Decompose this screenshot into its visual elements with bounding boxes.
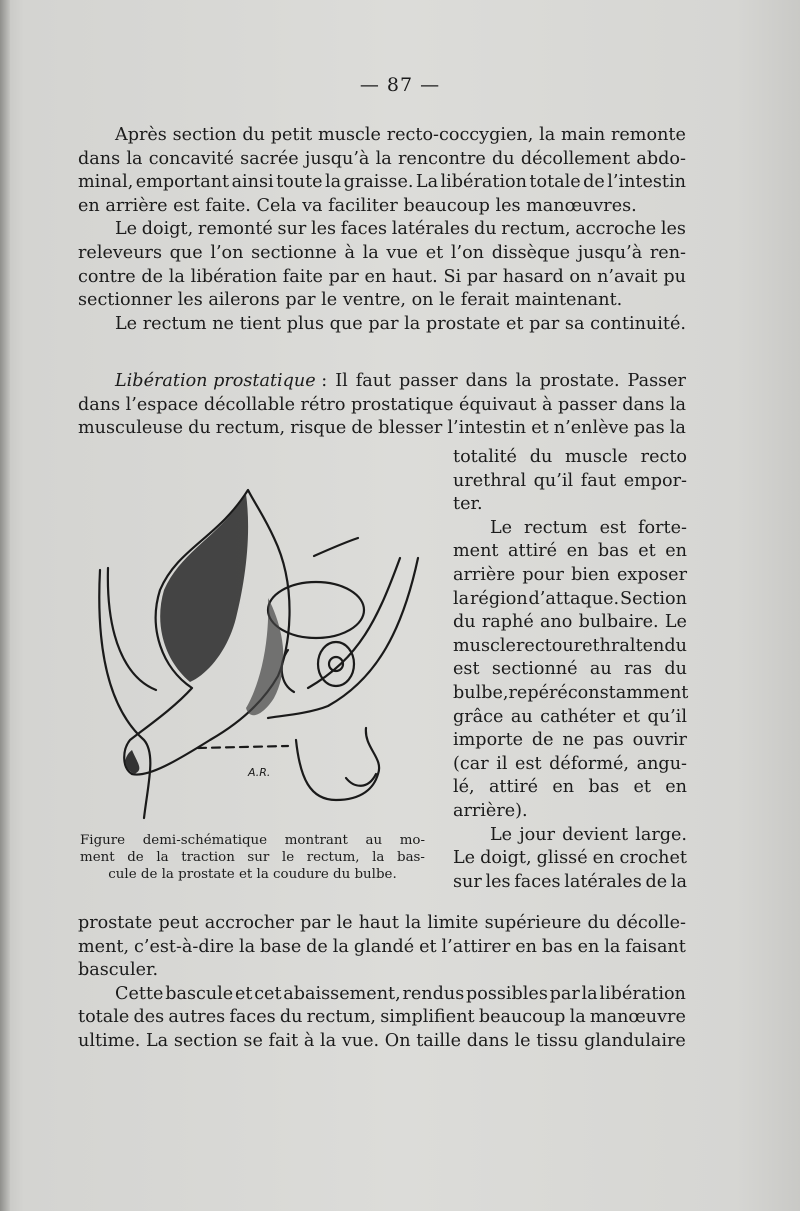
text-line-content: basculer.: [78, 960, 159, 981]
text-line: [453, 824, 687, 848]
text-line-words: totale des autres faces du rectum, simplifient beaucoup la manœuvre: [78, 1007, 686, 1028]
text-line: [453, 588, 687, 612]
body-text-right-column: [453, 446, 687, 894]
text-line: [453, 753, 687, 777]
body-text-top: [78, 124, 686, 336]
text-line-words: lé, attiré en bas et en: [453, 777, 687, 798]
text-line-words: ultime. La section se fait à la vue. On taille dans le tissu glandulaire: [78, 1030, 686, 1051]
text-line-content: en arrière est faite. Cela va faciliter beaucoup les manœuvres.: [78, 195, 637, 216]
text-line-words: totalité du muscle recto: [453, 447, 687, 467]
text-line-words: ment, c’est-à-dire la base de la glandé et l’attirer en bas en la faisant: [78, 936, 686, 957]
caption-line: Figure demi-schématique montrant au mo-: [80, 833, 425, 848]
text-line-words: bulbe, repéré constamment: [453, 682, 689, 703]
dashed-guide: [198, 746, 288, 748]
pelvis-outline-right: [268, 558, 418, 718]
section-prostatic-liberation: [78, 370, 686, 441]
text-line-words: contre de la libération faite par en haut. Si par hasard on n’avait pu: [78, 266, 686, 287]
text-line: [78, 983, 686, 1007]
text-line: dans l’espace décollable rétro prostatique équivaut à passer dans la: [78, 394, 686, 415]
text-line-words: est sectionné au ras du: [453, 659, 687, 680]
text-line-words: du raphé ano bulbaire. Le: [453, 612, 687, 633]
section-first-line-rest: Il faut passer dans la prostate. Passer: [335, 371, 686, 391]
caption-line: cule de la prostate et la coudure du bulbe.: [108, 867, 397, 882]
caption-line: ment de la traction sur le rectum, la bas-: [80, 850, 425, 865]
apex-fold: [282, 650, 294, 692]
text-line: [78, 1030, 686, 1054]
section-lines: [78, 394, 686, 441]
text-line: [453, 682, 687, 706]
text-line-words: grâce au cathéter et qu’il: [453, 706, 687, 727]
rectum-shading: [160, 494, 248, 682]
prostate-lobe: [268, 582, 364, 638]
body-text-bottom: [78, 912, 686, 1054]
text-line: [78, 959, 686, 983]
text-line-words: sur les faces latérales de la: [453, 871, 687, 892]
text-line: [78, 912, 686, 936]
text-line-words: prostate peut accrocher par le haut la limite supérieure du décolle-: [78, 913, 686, 933]
text-line: [453, 540, 687, 564]
text-line: [78, 266, 686, 290]
text-line: [453, 635, 687, 659]
text-line: [78, 124, 686, 148]
text-line-words: Après section du petit muscle recto-coccygien, la main remonte: [115, 125, 686, 145]
section-first-line: Libération prostatique : Il faut passer dans la prostate. Passer: [78, 370, 686, 394]
text-line: [453, 871, 687, 895]
text-line-words: releveurs que l’on sectionne à la vue et l’on dissèque jusqu’à ren-: [78, 242, 686, 263]
text-line: [78, 148, 686, 172]
text-line: [78, 171, 686, 195]
text-line-words: arrière pour bien exposer: [453, 564, 687, 585]
text-line-words: urethral qu’il faut empor-: [453, 470, 687, 491]
text-line-words: Cette bascule et cet abaissement, rendus possibles par la libération: [115, 983, 686, 1004]
text-line-words: (car il est déformé, angu-: [453, 753, 687, 774]
text-line: [78, 242, 686, 266]
figure-caption: [80, 832, 425, 883]
anatomical-figure: [78, 478, 428, 828]
bulb-tip: [346, 774, 376, 786]
text-line: [453, 706, 687, 730]
text-line-words: dans la concavité sacrée jusqu’à la rencontre du décollement abdo-: [78, 148, 686, 169]
text-line: [78, 313, 686, 337]
text-line-words: muscle recto urethral tendu: [453, 635, 687, 656]
text-line-words: importe de ne pas ouvrir: [453, 730, 687, 751]
text-line: [453, 517, 687, 541]
figure-drawing: [78, 478, 428, 828]
text-line-words: ment attiré en bas et en: [453, 541, 687, 562]
text-line: [453, 847, 687, 871]
section-title: Libération prostatique: [115, 371, 316, 391]
inner-curve-left: [108, 568, 156, 690]
text-line: [78, 1006, 686, 1030]
text-line: [453, 470, 687, 494]
text-line-words: Le doigt, glissé en crochet: [453, 848, 687, 869]
text-line-words: Le rectum est forte-: [490, 517, 687, 538]
pelvis-outline-left: [99, 570, 150, 818]
prostate-shading: [246, 598, 283, 715]
figure-signature: A.R.: [248, 766, 271, 779]
text-line: [453, 446, 687, 470]
text-line: [453, 800, 687, 824]
text-line: [78, 289, 686, 313]
text-line: [453, 658, 687, 682]
text-line-words: Le jour devient large.: [490, 824, 687, 845]
page-number: — 87 —: [359, 74, 441, 96]
text-line: [453, 611, 687, 635]
text-line-content: arrière).: [453, 800, 528, 821]
text-line-words: Le doigt, remonté sur les faces latérales du rectum, accroche les: [115, 219, 686, 240]
urethra-section: [318, 642, 354, 686]
text-line-words: la région d’attaque. Section: [453, 588, 687, 609]
text-line-content: ter.: [453, 494, 483, 515]
text-line-content: sectionner les ailerons par le ventre, on le ferait maintenant.: [78, 290, 623, 311]
text-line: [453, 729, 687, 753]
text-line: [78, 936, 686, 960]
text-line-words: minal, emportant ainsi toute la graisse. La libération totale de l’intestin: [78, 172, 686, 193]
bulb-outline: [296, 728, 379, 800]
text-line: [453, 564, 687, 588]
text-line: [78, 195, 686, 219]
text-line: [453, 493, 687, 517]
text-line: musculeuse du rectum, risque de blesser l’intestin et n’enlève pas la: [78, 418, 686, 439]
text-line: [453, 776, 687, 800]
text-line-words: Le rectum ne tient plus que par la prostate et par sa continuité.: [115, 313, 686, 334]
catheter-line: [314, 538, 358, 556]
text-line: [78, 218, 686, 242]
